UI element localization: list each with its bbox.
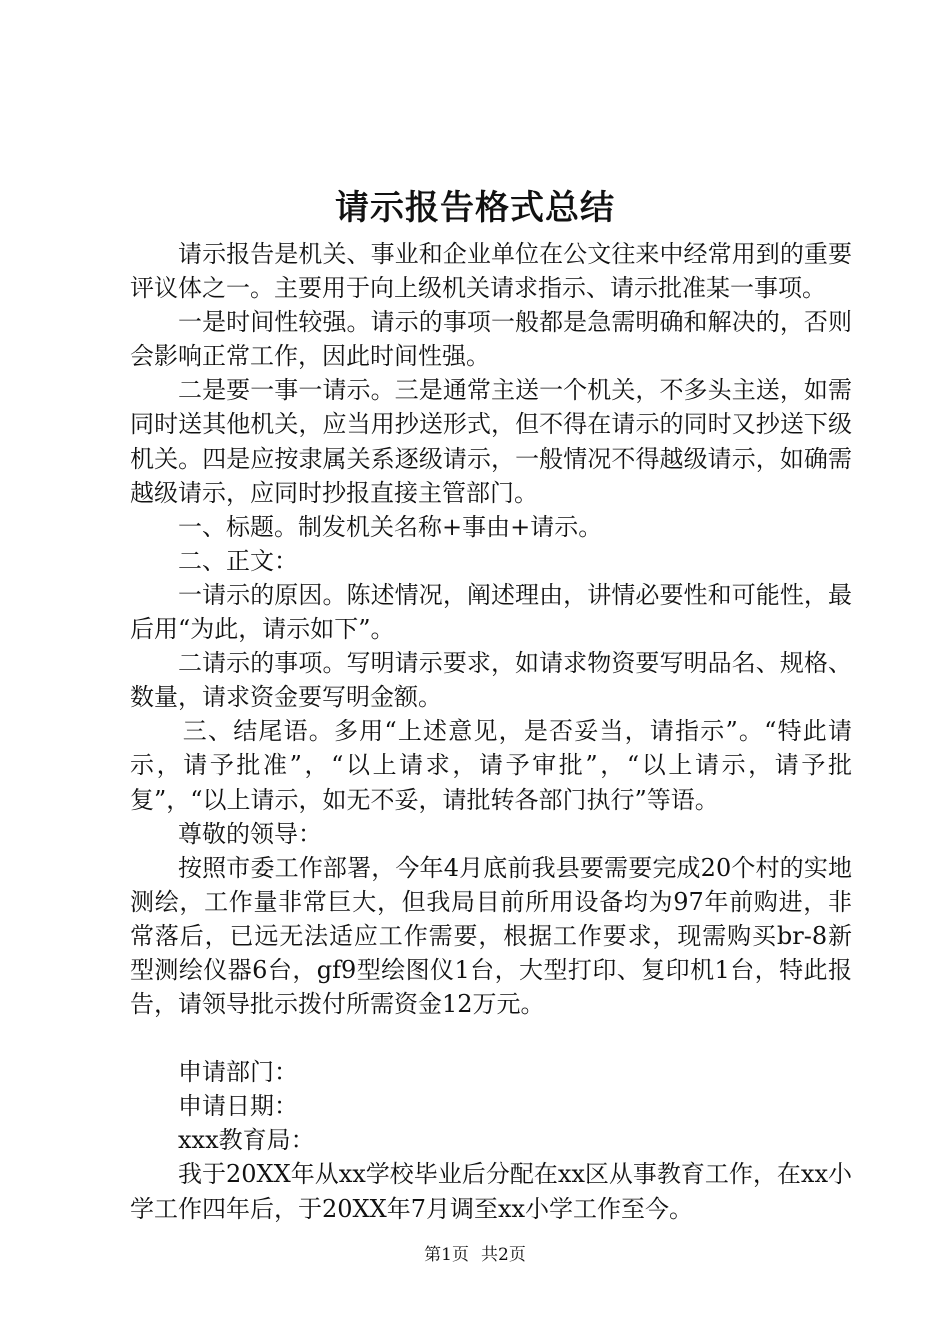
- paragraph-salutation: 尊敬的领导：: [178, 819, 322, 848]
- paragraph-applicant-department: 申请部门：: [178, 1058, 298, 1087]
- paragraph-intro: 请示报告是机关、事业和企业单位在公文往来中经常用到的重要评议体之一。主要用于向上级机关请求指示、请示批准某一事项。: [130, 240, 852, 303]
- paragraph-section-title: 一、标题。制发机关名称+事由+请示。: [178, 512, 603, 541]
- document-title: 请示报告格式总结: [335, 188, 615, 228]
- page-number: 第1页: [424, 1245, 469, 1265]
- paragraph-point-one: 一是时间性较强。请示的事项一般都是急需明确和解决的，否则会影响正常工作，因此时间性强。: [130, 308, 852, 371]
- document-body: [130, 237, 852, 1226]
- paragraph-application-date: 申请日期：: [178, 1092, 298, 1121]
- paragraph-closing: 三、结尾语。多用“上述意见，是否妥当，请指示”。“特此请示，请予批准”，“以上请求，请予审批”，“以上请示，请予批复”，“以上请示，如无不妥，请批转各部门执行”等语。: [130, 717, 852, 814]
- paragraph-reason: 一请示的原因。陈述情况，阐述理由，讲情必要性和可能性，最后用“为此，请示如下”。: [130, 580, 852, 644]
- paragraph-points-two-to-four: 二是要一事一请示。三是通常主送一个机关，不多头主送，如需同时送其他机关，应当用抄送形式，但不得在请示的同时又抄送下级机关。四是应按隶属关系逐级请示，一般情况不得越级请示，如确需越级请示，应同时抄报直接主管部门。: [130, 376, 852, 507]
- paragraph-matters: 二请示的事项。写明请示要求，如请求物资要写明品名、规格、数量，请求资金要写明金额。: [130, 649, 852, 712]
- paragraph-personal-statement: 我于20XX年从xx学校毕业后分配在xx区从事教育工作，在xx小学工作四年后，于20XX年7月调至xx小学工作至今。: [130, 1160, 852, 1223]
- page-footer: [0, 1243, 950, 1267]
- paragraph-report-body: 按照市委工作部署，今年4月底前我县要需要完成20个村的实地测绘，工作量非常巨大，但我局目前所用设备均为97年前购进，非常落后，已远无法适应工作需要，根据工作要求，现需购买br-8新型测绘仪器6台，gf9型绘图仪1台，大型打印、复印机1台，特此报告，请领导批示拨付所需资金12万元。: [130, 853, 852, 1019]
- paragraph-section-body: 二、正文：: [178, 546, 298, 575]
- paragraph-recipient: xxx教育局：: [178, 1126, 315, 1155]
- page-total: 共2页: [481, 1245, 526, 1265]
